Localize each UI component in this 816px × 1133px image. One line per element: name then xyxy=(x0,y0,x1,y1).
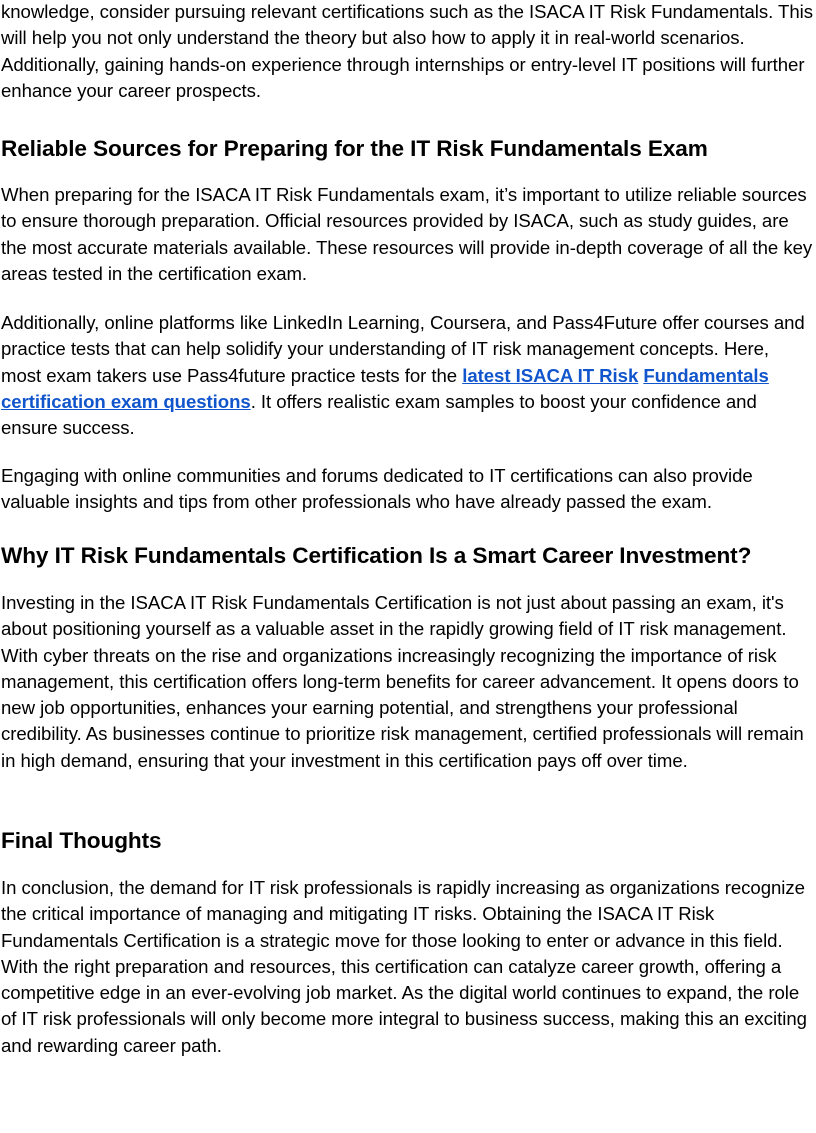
final-paragraph: In conclusion, the demand for IT risk professionals is rapidly increasing as organizations recognize the critical importance of managing and mitigating IT risks. Obtaining the ISACA IT Risk Fundamentals Certification is a strategic move for those looking to enter or advance in this field. With the right preparation and resources, this certification can catalyze career growth, offering a competitive edge in an ever-evolving job market. As the digital world continues to expand, the role of IT risk professionals will only become more integral to business success, making this an exciting and rewarding career path. xyxy=(1,877,807,1056)
sources-paragraph-official: When preparing for the ISACA IT Risk Fundamentals exam, it’s important to utilize reliable sources to ensure thorough preparation. Official resources provided by ISACA, such as study guides, are the most accurate materials available. These resources will provide in-depth coverage of all the key areas tested in the certification exam. xyxy=(1,184,813,284)
sources-paragraph-communities: Engaging with online communities and forums dedicated to IT certifications can also provide valuable insights and tips from other professionals who have already passed the exam. xyxy=(1,465,753,513)
section-heading-reliable-sources: Reliable Sources for Preparing for the IT Risk Fundamentals Exam xyxy=(1,136,708,161)
why-paragraph: Investing in the ISACA IT Risk Fundamentals Certification is not just about passing an exam, it's about positioning yourself as a valuable asset in the rapidly growing field of IT risk management. With cyber threats on the rise and organizations increasingly recognizing the importance of risk management, this certification offers long-term benefits for career advancement. It opens doors to new job opportunities, enhances your earning potential, and strengthens your professional credibility. As businesses continue to prioritize risk management, certified professionals will remain in high demand, ensuring that your investment in this certification pays off over time. xyxy=(1,592,804,771)
sources-text-before-link: Additionally, online platforms like LinkedIn Learning, Coursera, and Pass4Future offer courses and practice tests that can help solidify your understanding of IT risk management concepts. Here, most exam takers use Pass4future practice tests for the xyxy=(1,312,805,386)
section-heading-final-thoughts: Final Thoughts xyxy=(1,828,162,853)
section-heading-why-certification: Why IT Risk Fundamentals Certification Is a Smart Career Investment? xyxy=(1,543,752,568)
intro-paragraph-continuation: knowledge, consider pursuing relevant certifications such as the ISACA IT Risk Fundamentals. This will help you not only understand the theory but also how to apply it in real-world scenarios. Additionally, gaining hands-on experience through internships or entry-level IT positions will further enhance your career prospects. xyxy=(1,1,813,101)
latest-isaca-it-risk-link[interactable]: latest ISACA IT Risk xyxy=(462,364,639,386)
fundamentals-exam-questions-link[interactable]: Fundamentals certification exam questions xyxy=(1,364,769,412)
sources-text-after-link: . It offers realistic exam samples to boost your confidence and ensure success. xyxy=(1,390,757,439)
sources-paragraph-platforms xyxy=(1,310,813,441)
